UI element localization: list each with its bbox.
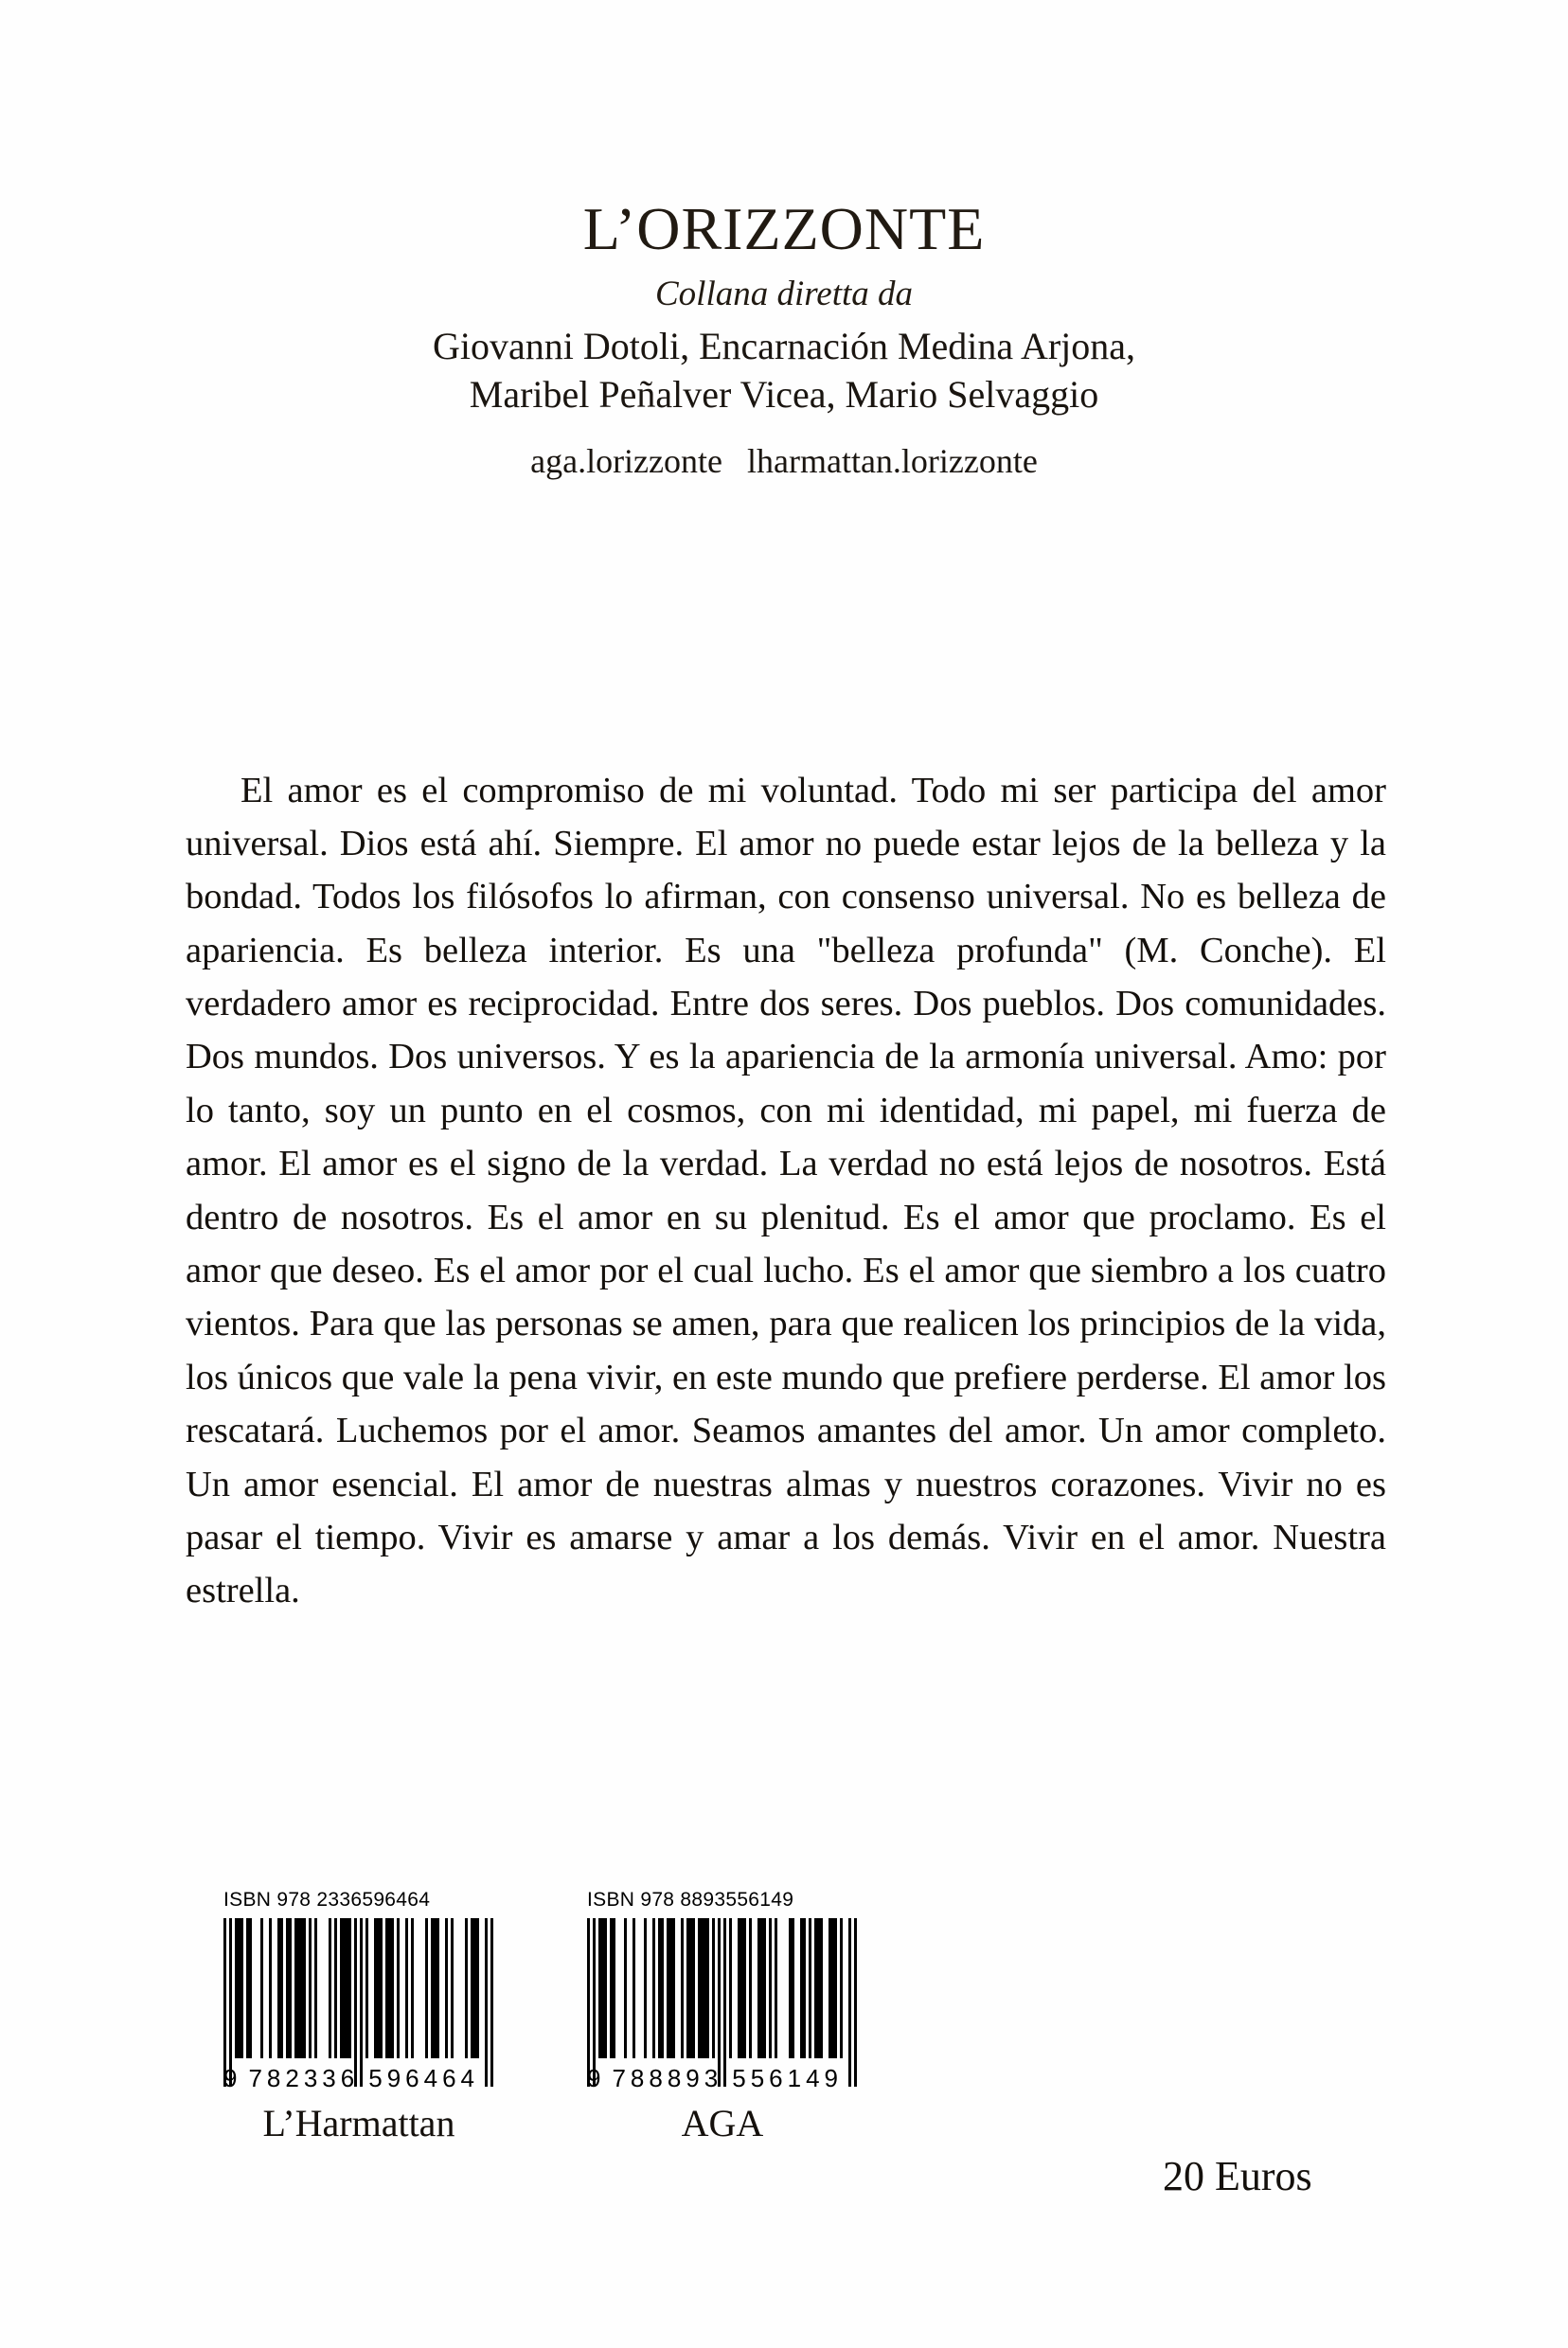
publisher-name: L’Harmattan <box>262 2102 455 2144</box>
barcode-digits <box>587 2064 858 2093</box>
publisher-name: AGA <box>681 2102 764 2144</box>
barcode-group-aga <box>587 1889 858 2143</box>
barcode-image <box>587 1918 858 2087</box>
isbn-caption: ISBN 978 8893556149 <box>587 1889 794 1911</box>
series-title: L’ORIZZONTE <box>582 195 986 262</box>
blurb-paragraph: El amor es el compromiso de mi voluntad. Todo mi ser participa del amor universal. Dios está ahí. Siempre. El amor no puede estar lejos de la belleza y la bondad. Todos los filósofos lo afirman, con consenso universal. No es belleza de apariencia. Es belleza interior. Es una "belleza profunda" (M. Conche). El verdadero amor es reciprocidad. Entre dos seres. Dos pueblos. Dos comunidades. Dos mundos. Dos universos. Y es la apariencia de la armonía universal. Amo: por lo tanto, soy un punto en el cosmos, con mi identidad, mi papel, mi fuerza de amor. El amor es el signo de la verdad. La verdad no está lejos de nosotros. Está dentro de nosotros. Es el amor en su plenitud. Es el amor que proclamo. Es el amor que deseo. Es el amor por el cual lucho. Es el amor que siembro a los cuatro vientos. Para que las personas se amen, para que realicen los principios de la vida, los únicos que vale la pena vivir, en este mundo que prefiere perderse. El amor los rescatará. Luchemos por el amor. Seamos amantes del amor. Un amor completo. Un amor esencial. El amor de nuestras almas y nuestros corazones. Vivir no es pasar el tiempo. Vivir es amarse y amar a los demás. Vivir en el amor. Nuestra estrella. <box>186 770 1386 1611</box>
barcode-digit-lead: 9 <box>223 2064 239 2092</box>
series-subtitle: Collana diretta da <box>654 275 914 314</box>
isbn-caption: ISBN 978 2336596464 <box>223 1889 431 1911</box>
barcode-digits-left: 788893 <box>612 2064 723 2092</box>
series-web-links <box>0 439 1568 484</box>
series-editors <box>0 322 1568 418</box>
web-link-aga[interactable]: aga.lorizzonte <box>530 441 722 480</box>
price-label: 20 Euros <box>1163 2153 1312 2199</box>
barcode-digits <box>223 2064 494 2093</box>
barcode-group-lharmattan <box>223 1889 494 2143</box>
barcode-bars <box>223 1918 494 2087</box>
barcode-digits-right: 596464 <box>368 2064 479 2092</box>
barcode-digits-left: 782336 <box>248 2064 360 2092</box>
barcode-digit-lead: 9 <box>587 2064 602 2092</box>
footer <box>0 1889 1568 2230</box>
barcode-image <box>223 1918 494 2087</box>
web-link-lharmattan[interactable]: lharmattan.lorizzonte <box>747 441 1038 480</box>
series-editors-line-1: Giovanni Dotoli, Encarnación Medina Arjona, <box>432 324 1136 367</box>
series-header <box>0 197 1568 484</box>
series-editors-line-2: Maribel Peñalver Vicea, Mario Selvaggio <box>469 372 1099 416</box>
barcode-digits-right: 556149 <box>732 2064 843 2092</box>
barcode-bars <box>587 1918 858 2087</box>
